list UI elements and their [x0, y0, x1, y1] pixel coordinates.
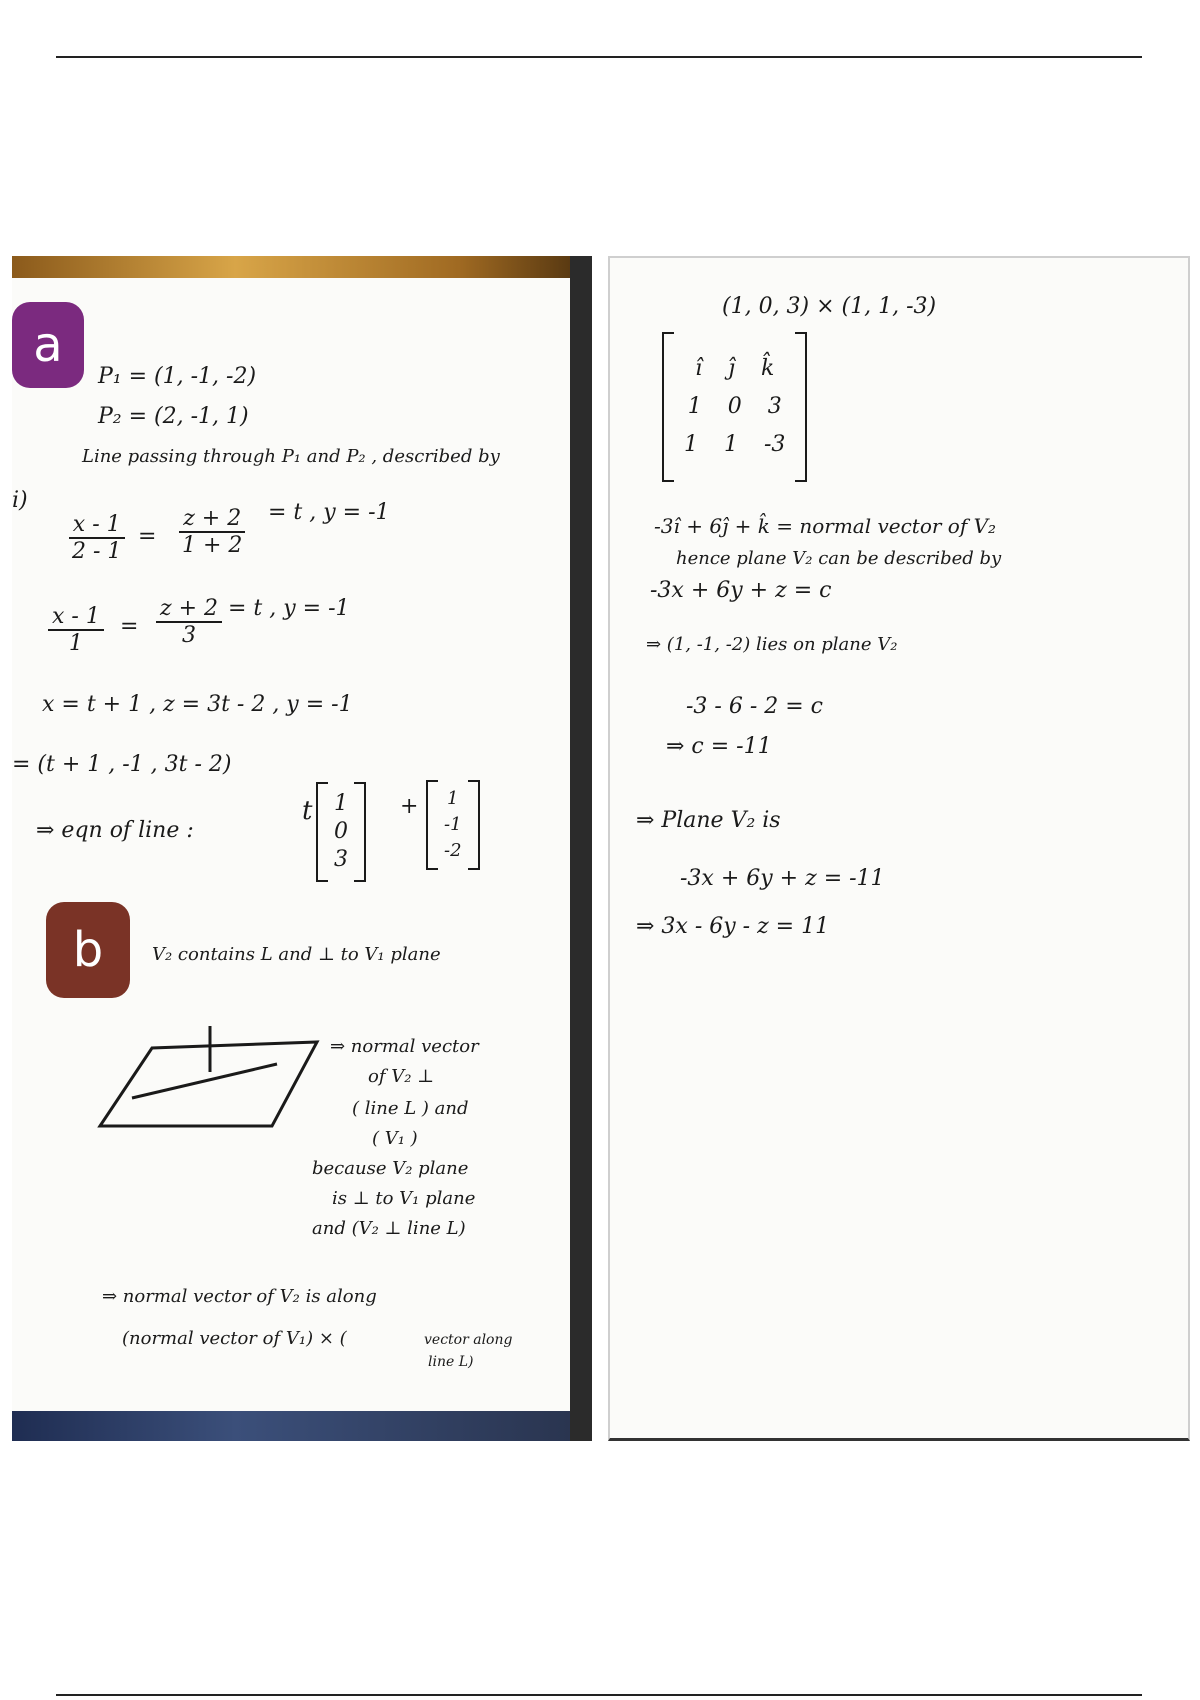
line-intro: Line passing through P₁ and P₂ , described by [82, 446, 500, 467]
note-line: ( V₁ ) [372, 1128, 418, 1149]
param-t: t [302, 796, 313, 826]
fraction-z-den: 1 + 2 [182, 533, 243, 558]
vector-entry: -2 [444, 840, 462, 861]
note-line: is ⊥ to V₁ plane [332, 1188, 476, 1209]
determinant-row [684, 426, 785, 464]
det-entry: 1 [687, 394, 702, 419]
plane-equation-c: -3x + 6y + z = c [650, 578, 832, 603]
conclusion-line: (normal vector of V₁) × ( [122, 1328, 347, 1349]
note-line: and (V₂ ⊥ line L) [312, 1218, 466, 1239]
eq2-tail: = t , y = -1 [228, 596, 350, 621]
point-lies-line: ⇒ (1, -1, -2) lies on plane V₂ [646, 634, 898, 655]
fraction-z [178, 506, 246, 558]
bracket-left [426, 780, 438, 870]
det-entry: 1 [724, 432, 738, 457]
bracket-left [316, 782, 328, 882]
det-entry: î [695, 356, 703, 381]
point-vector [426, 780, 480, 870]
bracket-right [795, 332, 807, 482]
plane-is-label: ⇒ Plane V₂ is [636, 808, 781, 833]
determinant-row [684, 350, 785, 388]
bracket-left [662, 332, 674, 482]
bottom-rule [56, 1694, 1142, 1696]
fraction-z2-num: z + 2 [156, 596, 222, 623]
note-line: because V₂ plane [312, 1158, 469, 1179]
fraction-x-num: x - 1 [69, 512, 125, 539]
left-note-photo [12, 256, 592, 1441]
direction-vector [316, 782, 366, 882]
det-entry: 3 [767, 394, 782, 419]
eqn-label: ⇒ eqn of line : [36, 818, 194, 843]
fraction-z2 [156, 596, 222, 648]
bracket-right [354, 782, 366, 882]
part-a-badge: a [12, 302, 84, 388]
fraction-x-den: 2 - 1 [72, 539, 122, 564]
vector-column [328, 790, 354, 874]
part-b-badge: b [46, 902, 130, 998]
plane-sketch [92, 1026, 322, 1136]
note-line: ⇒ normal vector [330, 1036, 479, 1057]
fraction-x [68, 512, 125, 564]
fraction-x2 [48, 604, 104, 656]
det-entry: 1 [684, 432, 698, 457]
c-value: ⇒ c = -11 [666, 734, 772, 759]
plus-sign: + [400, 794, 419, 819]
p2-definition: P₂ = (2, -1, 1) [98, 404, 249, 429]
top-rule [56, 56, 1142, 58]
conclusion-line: ⇒ normal vector of V₂ is along [102, 1286, 377, 1307]
plane-equation-final: ⇒ 3x - 6y - z = 11 [636, 914, 830, 939]
p1-definition: P₁ = (1, -1, -2) [98, 364, 257, 389]
det-entry: ĵ [728, 356, 735, 381]
vector-entry: 1 [447, 788, 459, 809]
equals-sign-2: = [120, 614, 139, 639]
fraction-x2-num: x - 1 [48, 604, 104, 631]
roman-numeral: i) [12, 488, 28, 513]
det-entry: k̂ [760, 356, 775, 381]
note-line: of V₂ ⊥ [368, 1066, 435, 1087]
fraction-z-num: z + 2 [179, 506, 245, 533]
substitution: -3 - 6 - 2 = c [686, 694, 824, 719]
plane-equation-1: -3x + 6y + z = -11 [680, 866, 885, 891]
point-on-line: = (t + 1 , -1 , 3t - 2) [12, 752, 232, 777]
conclusion-line: line L) [428, 1354, 474, 1370]
vector-entry: 1 [334, 791, 348, 816]
vector-entry: 3 [334, 847, 348, 872]
vector-entry: 0 [334, 819, 348, 844]
hence-line: hence plane V₂ can be described by [676, 548, 1002, 569]
fraction-z2-den: 3 [182, 623, 196, 648]
cross-product: (1, 0, 3) × (1, 1, -3) [722, 294, 937, 319]
determinant-rows [674, 348, 795, 466]
equals-sign: = [138, 524, 157, 549]
normal-vector-v2: -3î + 6ĵ + k̂ = normal vector of V₂ [654, 514, 997, 538]
vector-entry: -1 [444, 814, 462, 835]
conclusion-line: vector along [424, 1332, 513, 1348]
fraction-x2-den: 1 [68, 631, 83, 656]
determinant-row [684, 388, 785, 426]
part-b-statement: V₂ contains L and ⊥ to V₁ plane [152, 944, 441, 965]
note-line: ( line L ) and [352, 1098, 469, 1119]
eq1-tail: = t , y = -1 [268, 500, 390, 525]
parametric-eq: x = t + 1 , z = 3t - 2 , y = -1 [42, 692, 353, 717]
bracket-right [468, 780, 480, 870]
det-entry: 0 [727, 394, 742, 419]
det-entry: -3 [764, 432, 786, 457]
right-note-photo [608, 256, 1190, 1441]
vector-column [438, 786, 468, 864]
determinant-matrix [662, 332, 807, 482]
